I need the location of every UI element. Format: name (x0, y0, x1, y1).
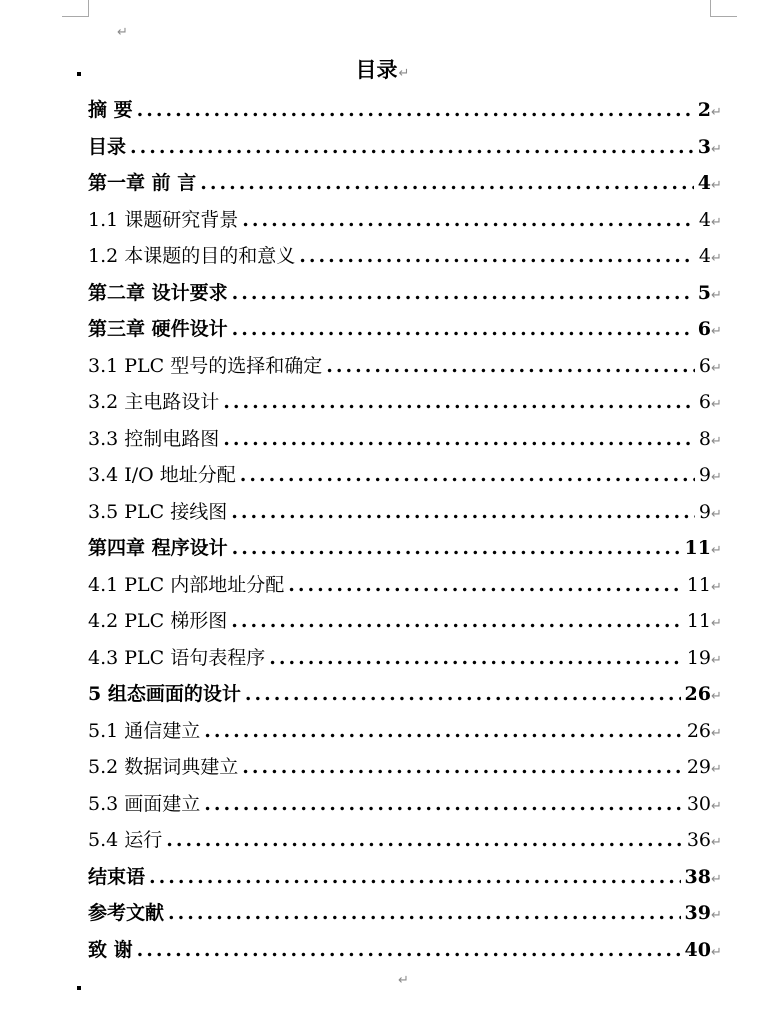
toc-entry-label: 3.5 PLC 接线图 (88, 500, 228, 523)
toc-dot-leader (242, 749, 683, 786)
toc-entry[interactable] (88, 421, 725, 458)
toc-entry[interactable] (88, 603, 725, 640)
toc-entry-label: 第二章 设计要求 (88, 281, 228, 304)
toc-entry-label: 参考文献 (88, 902, 165, 924)
toc-dot-leader (137, 932, 681, 969)
paragraph-mark: ↵ (711, 908, 722, 923)
toc-dot-leader (232, 311, 694, 348)
toc-dot-leader (232, 275, 694, 312)
paragraph-mark: ↵ (711, 543, 722, 558)
toc-entry-page-number: 11 (686, 610, 711, 632)
toc-dot-leader (223, 384, 695, 421)
toc-entry-label: 5 组态画面的设计 (88, 683, 241, 705)
toc-entry-label: 第一章 前 言 (88, 172, 197, 194)
toc-entry-label: 目录 (88, 135, 127, 158)
paragraph-mark: ↵ (711, 798, 722, 814)
toc-entry-page-number: 5 (697, 281, 711, 304)
toc-entry-page-number: 4 (698, 245, 711, 267)
toc-entry[interactable] (88, 165, 725, 202)
toc-entry-page-number: 11 (686, 573, 711, 596)
toc-entry-label: 第三章 硬件设计 (88, 318, 228, 340)
toc-dot-leader (242, 202, 695, 239)
toc-entry-page-number: 36 (686, 829, 711, 851)
toc-entry-page-number: 19 (686, 646, 711, 669)
toc-entry[interactable] (88, 676, 725, 713)
toc-entry[interactable] (88, 92, 725, 129)
toc-dot-leader (137, 92, 694, 129)
toc-entry[interactable] (88, 275, 725, 312)
toc-entry-page-number: 26 (686, 719, 711, 742)
toc-entry-label: 5.1 通信建立 (88, 719, 201, 742)
toc-dot-leader (245, 676, 681, 713)
paragraph-mark: ↵ (711, 433, 722, 449)
page-margin-corner-top-left (62, 0, 89, 17)
toc-dot-leader (200, 165, 694, 202)
toc-entry-page-number: 6 (697, 318, 711, 340)
toc-entry[interactable] (88, 384, 725, 421)
toc-dot-leader (166, 822, 683, 859)
toc-dot-leader (240, 457, 695, 494)
toc-entry-label: 结束语 (88, 865, 146, 888)
toc-entry-page-number: 9 (698, 464, 711, 486)
paragraph-mark: ↵ (711, 287, 722, 303)
toc-entry[interactable] (88, 895, 725, 932)
paragraph-anchor-marker (77, 986, 81, 990)
toc-entry-page-number: 39 (684, 902, 711, 924)
toc-entry-page-number: 2 (697, 99, 711, 121)
toc-entry-page-number: 6 (698, 354, 711, 377)
paragraph-mark: ↵ (117, 25, 128, 40)
toc-entry-page-number: 4 (698, 208, 711, 231)
toc-entry-label: 3.1 PLC 型号的选择和确定 (88, 354, 323, 377)
paragraph-mark: ↵ (711, 141, 722, 157)
toc-entry[interactable] (88, 311, 725, 348)
toc-entry[interactable] (88, 530, 725, 567)
paragraph-mark: ↵ (711, 324, 722, 339)
toc-dot-leader (204, 786, 683, 823)
page-margin-corner-top-right (710, 0, 737, 17)
toc-entry-label: 1.2 本课题的目的和意义 (88, 245, 296, 267)
toc-dot-leader (232, 530, 681, 567)
toc-entry-label: 1.1 课题研究背景 (88, 208, 239, 231)
paragraph-mark: ↵ (711, 762, 722, 777)
toc-entry-page-number: 26 (684, 683, 711, 705)
paragraph-mark: ↵ (711, 178, 722, 193)
paragraph-mark: ↵ (711, 214, 722, 230)
toc-entry-page-number: 8 (698, 427, 711, 450)
toc-entry-page-number: 30 (686, 792, 711, 815)
toc-dot-leader (223, 421, 695, 458)
toc-dot-leader (130, 129, 694, 166)
paragraph-mark: ↵ (711, 360, 722, 376)
toc-entry[interactable] (88, 859, 725, 896)
toc-entry-page-number: 29 (686, 756, 711, 778)
toc-entry-label: 4.2 PLC 梯形图 (88, 610, 228, 632)
toc-dot-leader (204, 713, 683, 750)
toc-entry-page-number: 11 (684, 537, 711, 559)
paragraph-mark: ↵ (711, 944, 722, 960)
toc-title[interactable] (0, 54, 765, 84)
toc-entry-page-number: 3 (697, 135, 711, 158)
toc-entry-label: 致 谢 (88, 938, 133, 961)
toc-dot-leader (269, 640, 683, 677)
toc-entry[interactable] (88, 932, 725, 969)
toc-entry[interactable] (88, 457, 725, 494)
toc-entry-page-number: 4 (697, 172, 711, 194)
toc-entry-label: 3.2 主电路设计 (88, 391, 220, 413)
toc-entry[interactable] (88, 640, 725, 677)
toc-entry-label: 5.3 画面建立 (88, 792, 201, 815)
toc-entry-label: 3.3 控制电路图 (88, 427, 220, 450)
paragraph-mark: ↵ (711, 579, 722, 595)
table-of-contents (88, 92, 725, 968)
paragraph-mark: ↵ (711, 871, 722, 887)
toc-entry[interactable] (88, 786, 725, 823)
toc-entry-label: 4.3 PLC 语句表程序 (88, 646, 266, 669)
paragraph-mark: ↵ (711, 616, 722, 631)
toc-entry[interactable] (88, 567, 725, 604)
paragraph-mark: ↵ (711, 470, 722, 485)
toc-entry-label: 摘 要 (88, 99, 133, 121)
paragraph-mark: ↵ (711, 251, 722, 266)
toc-dot-leader (168, 895, 681, 932)
toc-entry[interactable] (88, 129, 725, 166)
toc-entry[interactable] (88, 822, 725, 859)
toc-entry[interactable] (88, 202, 725, 239)
paragraph-mark: ↵ (711, 835, 722, 850)
toc-entry[interactable] (88, 713, 725, 750)
paragraph-mark: ↵ (711, 397, 722, 412)
toc-dot-leader (288, 567, 683, 604)
toc-title-text: 目录 (355, 57, 398, 82)
toc-dot-leader (299, 238, 695, 275)
paragraph-mark: ↵ (398, 973, 409, 988)
paragraph-mark: ↵ (398, 66, 410, 81)
paragraph-mark: ↵ (711, 725, 722, 741)
toc-entry-label: 5.2 数据词典建立 (88, 756, 239, 778)
paragraph-mark: ↵ (711, 506, 722, 522)
toc-entry-label: 第四章 程序设计 (88, 537, 228, 559)
toc-entry[interactable] (88, 238, 725, 275)
toc-entry-label: 4.1 PLC 内部地址分配 (88, 573, 285, 596)
toc-entry[interactable] (88, 348, 725, 385)
toc-entry-page-number: 9 (698, 500, 711, 523)
toc-entry[interactable] (88, 494, 725, 531)
toc-entry-label: 5.4 运行 (88, 829, 163, 851)
toc-entry-page-number: 6 (698, 391, 711, 413)
toc-entry-page-number: 38 (684, 865, 711, 888)
paragraph-mark: ↵ (711, 689, 722, 704)
toc-entry-page-number: 40 (684, 938, 711, 961)
toc-dot-leader (231, 494, 695, 531)
paragraph-mark: ↵ (711, 105, 722, 120)
toc-dot-leader (231, 603, 683, 640)
toc-entry[interactable] (88, 749, 725, 786)
toc-entry-label: 3.4 I/O 地址分配 (88, 464, 236, 486)
toc-dot-leader (149, 859, 681, 896)
toc-dot-leader (326, 348, 695, 385)
paragraph-mark: ↵ (711, 652, 722, 668)
